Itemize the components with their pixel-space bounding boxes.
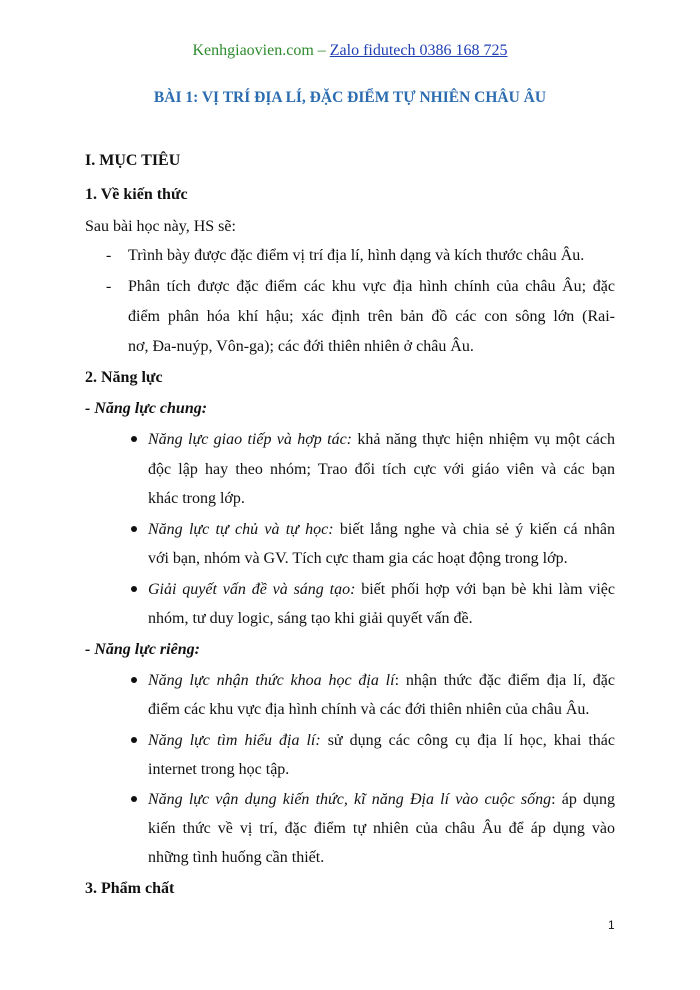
page-header	[0, 41, 700, 61]
subheading-competence: 2. Năng lực	[85, 369, 163, 386]
subheading-knowledge: 1. Về kiến thức	[85, 186, 188, 203]
section-heading-objectives: I. MỤC TIÊU	[85, 152, 181, 169]
bullet-marker	[131, 677, 137, 683]
list-item-line: khác trong lớp.	[148, 490, 245, 507]
dash-marker: -	[106, 247, 112, 264]
lesson-title: BÀI 1: VỊ TRÍ ĐỊA LÍ, ĐẶC ĐIỂM TỰ NHIÊN CHÂU ÂU	[153, 89, 547, 106]
intro-text: Sau bài học này, HS sẽ:	[85, 218, 236, 235]
list-item-line: Giải quyết vấn đề và sáng tạo: biết phối hợp với bạn bè khi làm việc	[148, 581, 616, 598]
list-item-line: Phân tích được đặc điểm các khu vực địa hình chính của châu Âu; đặc	[128, 278, 615, 295]
bullet-marker	[131, 796, 137, 802]
list-item-line: Trình bày được đặc điểm vị trí địa lí, hình dạng và kích thước châu Âu.	[128, 247, 585, 264]
list-item-line: với bạn, nhóm và GV. Tích cực tham gia các hoạt động trong lớp.	[148, 550, 568, 567]
subheading-qualities: 3. Phẩm chất	[85, 880, 175, 897]
bullet-marker	[131, 737, 137, 743]
list-item-line: kiến thức về vị trí, đặc điểm tự nhiên của châu Âu để áp dụng vào	[148, 820, 615, 837]
list-item-line: độc lập hay theo nhóm; Trao đổi tích cực với giáo viên và các bạn	[148, 461, 615, 478]
bullet-marker	[131, 526, 137, 532]
list-item-line: điểm các khu vực địa hình chính và các đới thiên nhiên của châu Âu.	[148, 701, 590, 718]
bullet-marker	[131, 436, 137, 442]
list-item-line: Năng lực nhận thức khoa học địa lí: nhận thức đặc điểm địa lí, đặc	[148, 672, 615, 689]
dash-marker: -	[106, 278, 112, 295]
list-item-line: điểm phân hóa khí hậu; xác định trên bản đồ các con sông lớn (Rai-	[128, 308, 615, 325]
subheading-general-competence: - Năng lực chung:	[85, 400, 208, 417]
site-link[interactable]: Kenhgiaovien.com	[192, 42, 314, 59]
list-item-line: Năng lực tìm hiểu địa lí: sử dụng các công cụ địa lí học, khai thác	[148, 732, 615, 749]
list-item-line: Năng lực vận dụng kiến thức, kĩ năng Địa lí vào cuộc sống: áp dụng	[148, 791, 615, 808]
header-separator: –	[313, 42, 330, 59]
list-item-line: Năng lực tự chủ và tự học: biết lắng nghe và chia sẻ ý kiến cá nhân	[148, 521, 615, 538]
page-number: 1	[608, 918, 615, 932]
subheading-specific-competence: - Năng lực riêng:	[85, 641, 200, 658]
bullet-marker	[131, 586, 137, 592]
list-item-line: những tình huống cần thiết.	[148, 849, 325, 866]
list-item-line: nơ, Đa-nuýp, Vôn-ga); các đới thiên nhiên ở châu Âu.	[128, 338, 474, 355]
contact-link[interactable]: Zalo fidutech 0386 168 725	[329, 42, 508, 59]
list-item-line: internet trong học tập.	[148, 761, 290, 778]
list-item-line: Năng lực giao tiếp và hợp tác: khả năng thực hiện nhiệm vụ một cách	[148, 431, 615, 448]
list-item-line: nhóm, tư duy logic, sáng tạo khi giải quyết vấn đề.	[148, 610, 473, 627]
